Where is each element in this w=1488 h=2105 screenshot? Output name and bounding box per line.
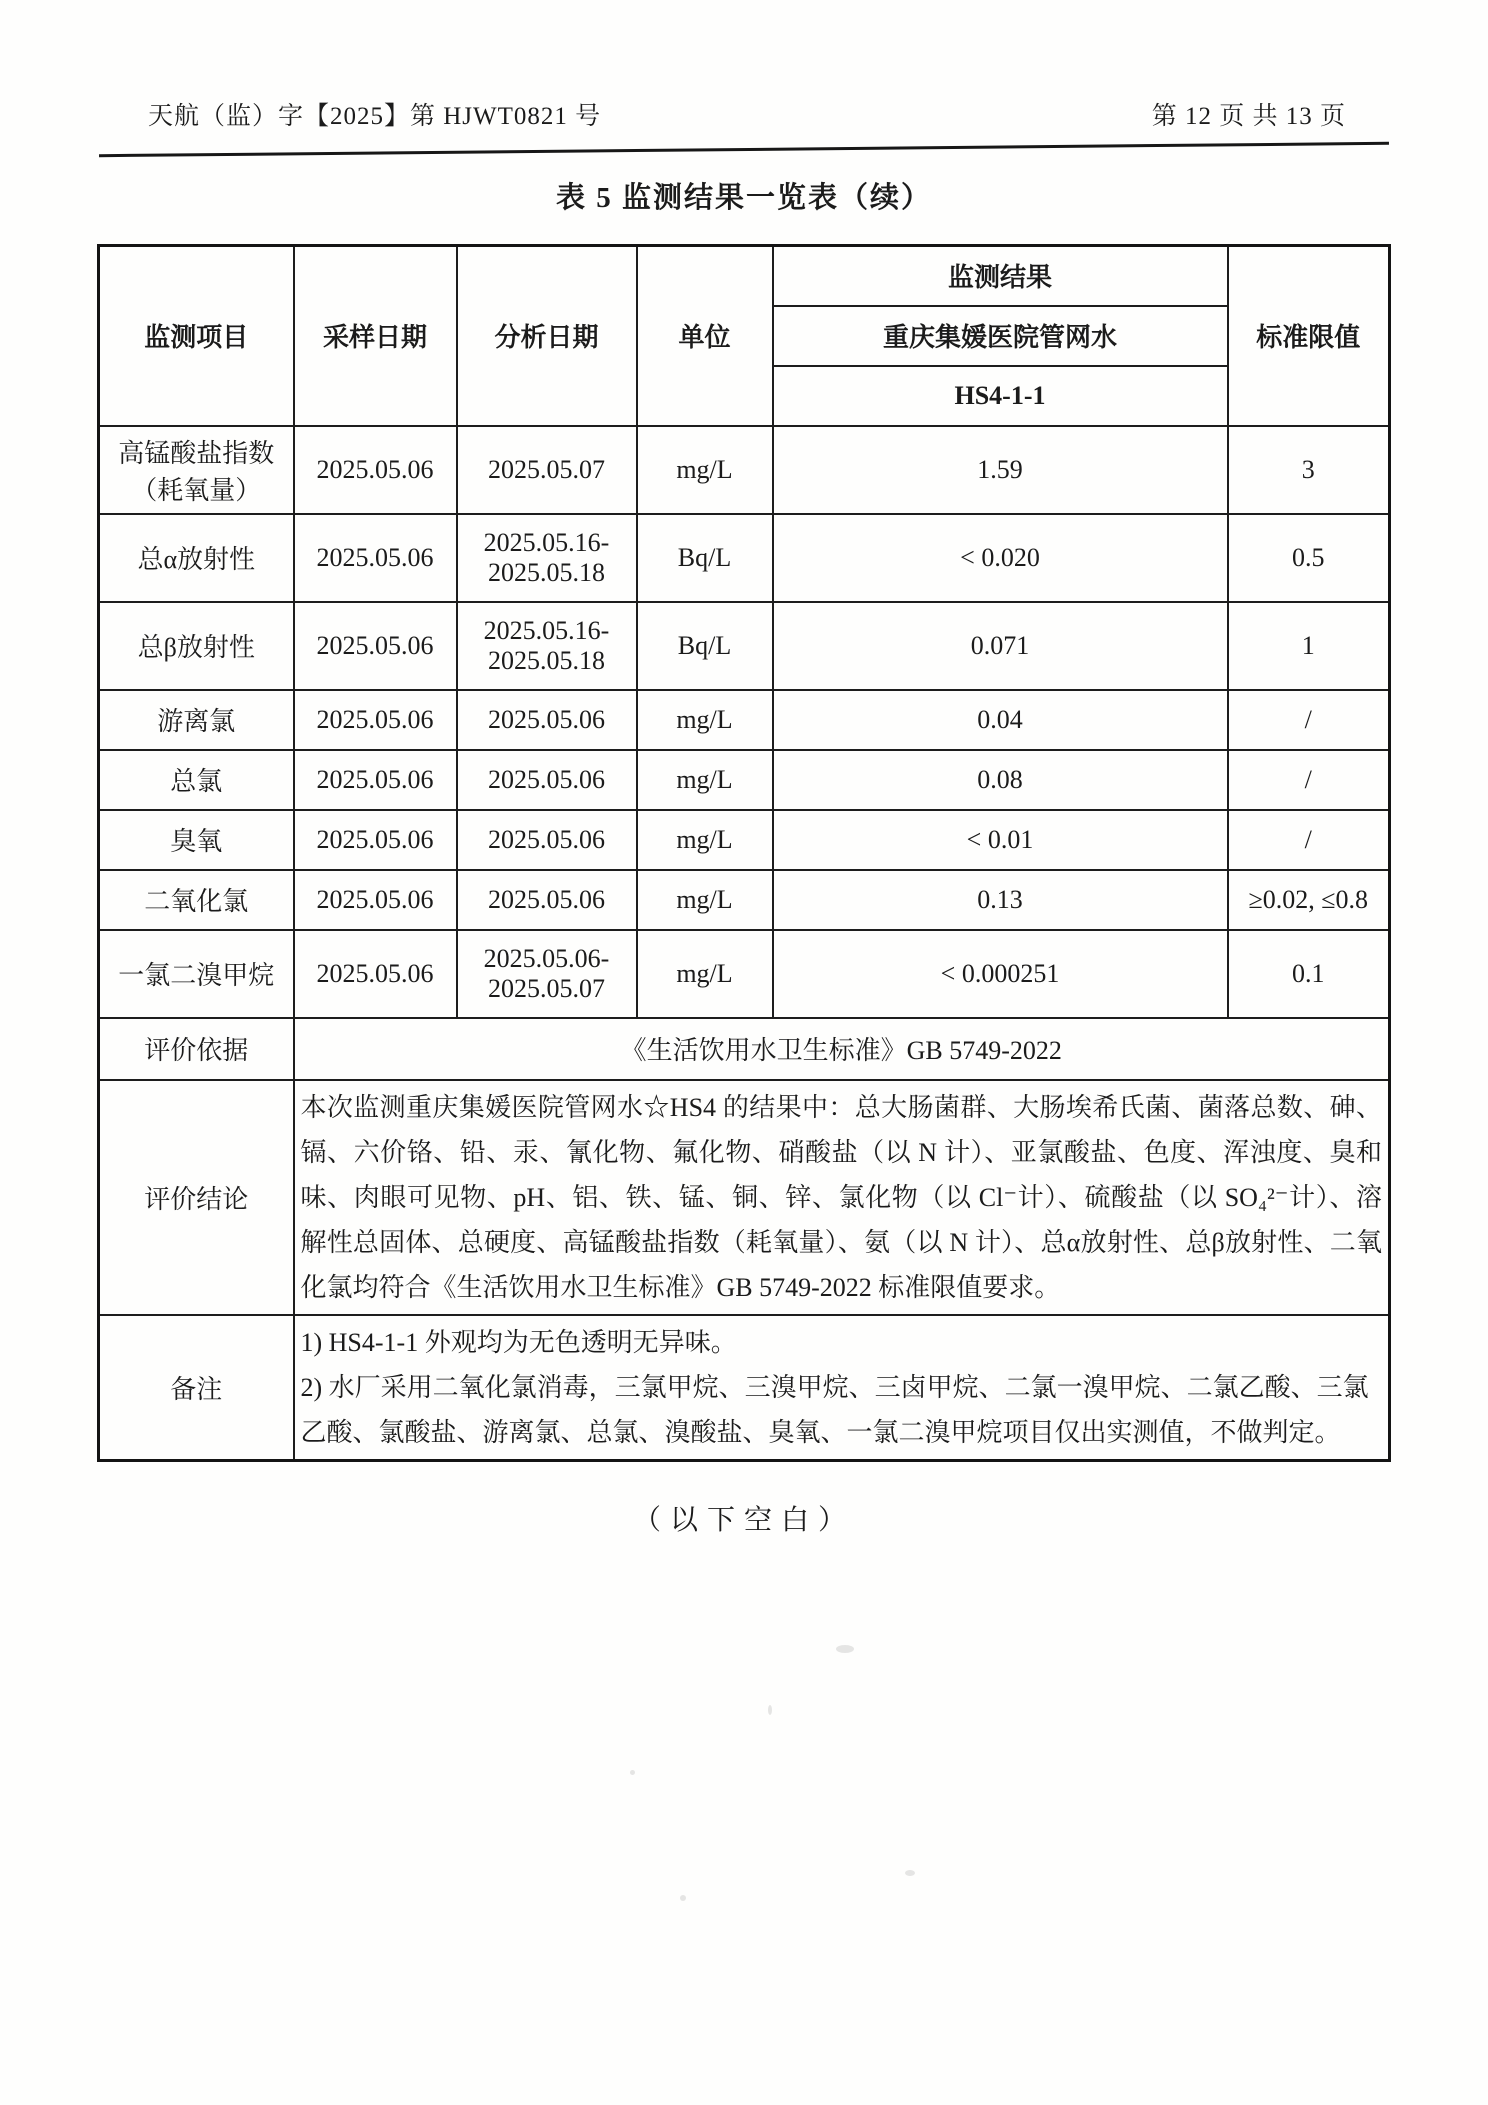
evaluation-basis-label: 评价依据 (99, 1018, 294, 1080)
cell-item: 臭氧 (99, 810, 294, 870)
table-row (99, 690, 1390, 750)
remark-line-1: 1) HS4-1-1 外观均为无色透明无异味。 (300, 1327, 737, 1357)
cell-sampling-date: 2025.05.06 (294, 810, 457, 870)
cell-limit: 0.1 (1228, 930, 1390, 1018)
cell-limit: / (1228, 690, 1390, 750)
col-header-result-group: 监测结果 (773, 246, 1228, 306)
cell-analysis-date: 2025.05.06 (457, 690, 637, 750)
remarks-row (99, 1315, 1390, 1461)
col-header-analysis-date: 分析日期 (457, 246, 637, 426)
cell-result: 0.13 (773, 870, 1228, 930)
table-row (99, 930, 1390, 1018)
cell-limit: 1 (1228, 602, 1390, 690)
scan-speckle (680, 1895, 686, 1901)
header-row-1 (99, 246, 1390, 306)
cell-sampling-date: 2025.05.06 (294, 514, 457, 602)
col-header-site-name: 重庆集媛医院管网水 (773, 306, 1228, 366)
cell-unit: mg/L (637, 750, 773, 810)
evaluation-conclusion-text (294, 1080, 1390, 1315)
conclusion-paragraph: 本次监测重庆集媛医院管网水☆HS4 的结果中：总大肠菌群、大肠埃希氏菌、菌落总数、砷、镉、六价铬、铅、汞、氰化物、氟化物、硝酸盐（以 N 计）、亚氯酸盐、色度、浑浊度、臭和味、肉眼可见物、pH、铝、铁、锰、铜、锌、氯化物（以 Cl⁻计）、硫酸盐（以 SO₄²⁻计）、溶解性总固体、总硬度、高锰酸盐指数（耗氧量）、氨（以 N 计）、总α放射性、总β放射性、二氧化氯均符合《生活饮用水卫生标准》GB 5749-2022 标准限值要求。 (300, 1092, 1382, 1302)
col-header-unit: 单位 (637, 246, 773, 426)
table-row (99, 514, 1390, 602)
table-row (99, 750, 1390, 810)
cell-result: 0.071 (773, 602, 1228, 690)
cell-item: 总α放射性 (99, 514, 294, 602)
scan-speckle (836, 1645, 854, 1653)
cell-item: 高锰酸盐指数（耗氧量） (99, 426, 294, 514)
cell-item: 总氯 (99, 750, 294, 810)
cell-result: < 0.000251 (773, 930, 1228, 1018)
cell-analysis-date: 2025.05.06 (457, 810, 637, 870)
scan-speckle (768, 1705, 772, 1715)
cell-item: 一氯二溴甲烷 (99, 930, 294, 1018)
cell-unit: mg/L (637, 426, 773, 514)
doc-number: 天航（监）字【2025】第 HJWT0821 号 (148, 103, 602, 130)
col-header-sampling-date: 采样日期 (294, 246, 457, 426)
evaluation-basis-value: 《生活饮用水卫生标准》GB 5749-2022 (294, 1018, 1390, 1080)
remarks-label: 备注 (99, 1315, 294, 1461)
cell-limit: 0.5 (1228, 514, 1390, 602)
cell-sampling-date: 2025.05.06 (294, 426, 457, 514)
cell-sampling-date: 2025.05.06 (294, 930, 457, 1018)
cell-unit: mg/L (637, 810, 773, 870)
remarks-content (294, 1315, 1390, 1461)
cell-result: 0.08 (773, 750, 1228, 810)
cell-sampling-date: 2025.05.06 (294, 690, 457, 750)
cell-unit: Bq/L (637, 514, 773, 602)
evaluation-basis-row (99, 1018, 1390, 1080)
header-divider (99, 142, 1389, 157)
scan-speckle (905, 1870, 915, 1876)
cell-limit: / (1228, 810, 1390, 870)
cell-unit: mg/L (637, 690, 773, 750)
col-header-standard-limit: 标准限值 (1228, 246, 1390, 426)
cell-analysis-date: 2025.05.07 (457, 426, 637, 514)
cell-item: 游离氯 (99, 690, 294, 750)
cell-analysis-date: 2025.05.06-2025.05.07 (457, 930, 637, 1018)
monitoring-results-table (97, 244, 1391, 1462)
table-row (99, 602, 1390, 690)
table-title: 表 5 监测结果一览表（续） (555, 182, 932, 214)
scan-speckle (630, 1770, 635, 1775)
cell-sampling-date: 2025.05.06 (294, 750, 457, 810)
cell-limit: 3 (1228, 426, 1390, 514)
page-number: 第 12 页 共 13 页 (1151, 103, 1346, 130)
cell-sampling-date: 2025.05.06 (294, 602, 457, 690)
blank-below-note: （以下空白） (632, 1504, 855, 1536)
table-row (99, 426, 1390, 514)
cell-unit: Bq/L (637, 602, 773, 690)
cell-sampling-date: 2025.05.06 (294, 870, 457, 930)
table-row (99, 810, 1390, 870)
evaluation-conclusion-row (99, 1080, 1390, 1315)
evaluation-conclusion-label: 评价结论 (99, 1080, 294, 1315)
cell-result: < 0.020 (773, 514, 1228, 602)
cell-analysis-date: 2025.05.06 (457, 870, 637, 930)
cell-unit: mg/L (637, 870, 773, 930)
cell-analysis-date: 2025.05.16-2025.05.18 (457, 602, 637, 690)
cell-unit: mg/L (637, 930, 773, 1018)
cell-limit: / (1228, 750, 1390, 810)
cell-analysis-date: 2025.05.16-2025.05.18 (457, 514, 637, 602)
cell-item: 总β放射性 (99, 602, 294, 690)
cell-item: 二氧化氯 (99, 870, 294, 930)
table-row (99, 870, 1390, 930)
cell-result: < 0.01 (773, 810, 1228, 870)
col-header-sample-code: HS4-1-1 (773, 366, 1228, 426)
page-header (148, 96, 1346, 132)
cell-limit: ≥0.02, ≤0.8 (1228, 870, 1390, 930)
col-header-item: 监测项目 (99, 246, 294, 426)
cell-result: 0.04 (773, 690, 1228, 750)
cell-analysis-date: 2025.05.06 (457, 750, 637, 810)
remark-line-2: 2) 水厂采用二氧化氯消毒，三氯甲烷、三溴甲烷、三卤甲烷、二氯一溴甲烷、二氯乙酸、三氯乙酸、氯酸盐、游离氯、总氯、溴酸盐、臭氧、一氯二溴甲烷项目仅出实测值，不做判定。 (300, 1372, 1369, 1447)
cell-result: 1.59 (773, 426, 1228, 514)
